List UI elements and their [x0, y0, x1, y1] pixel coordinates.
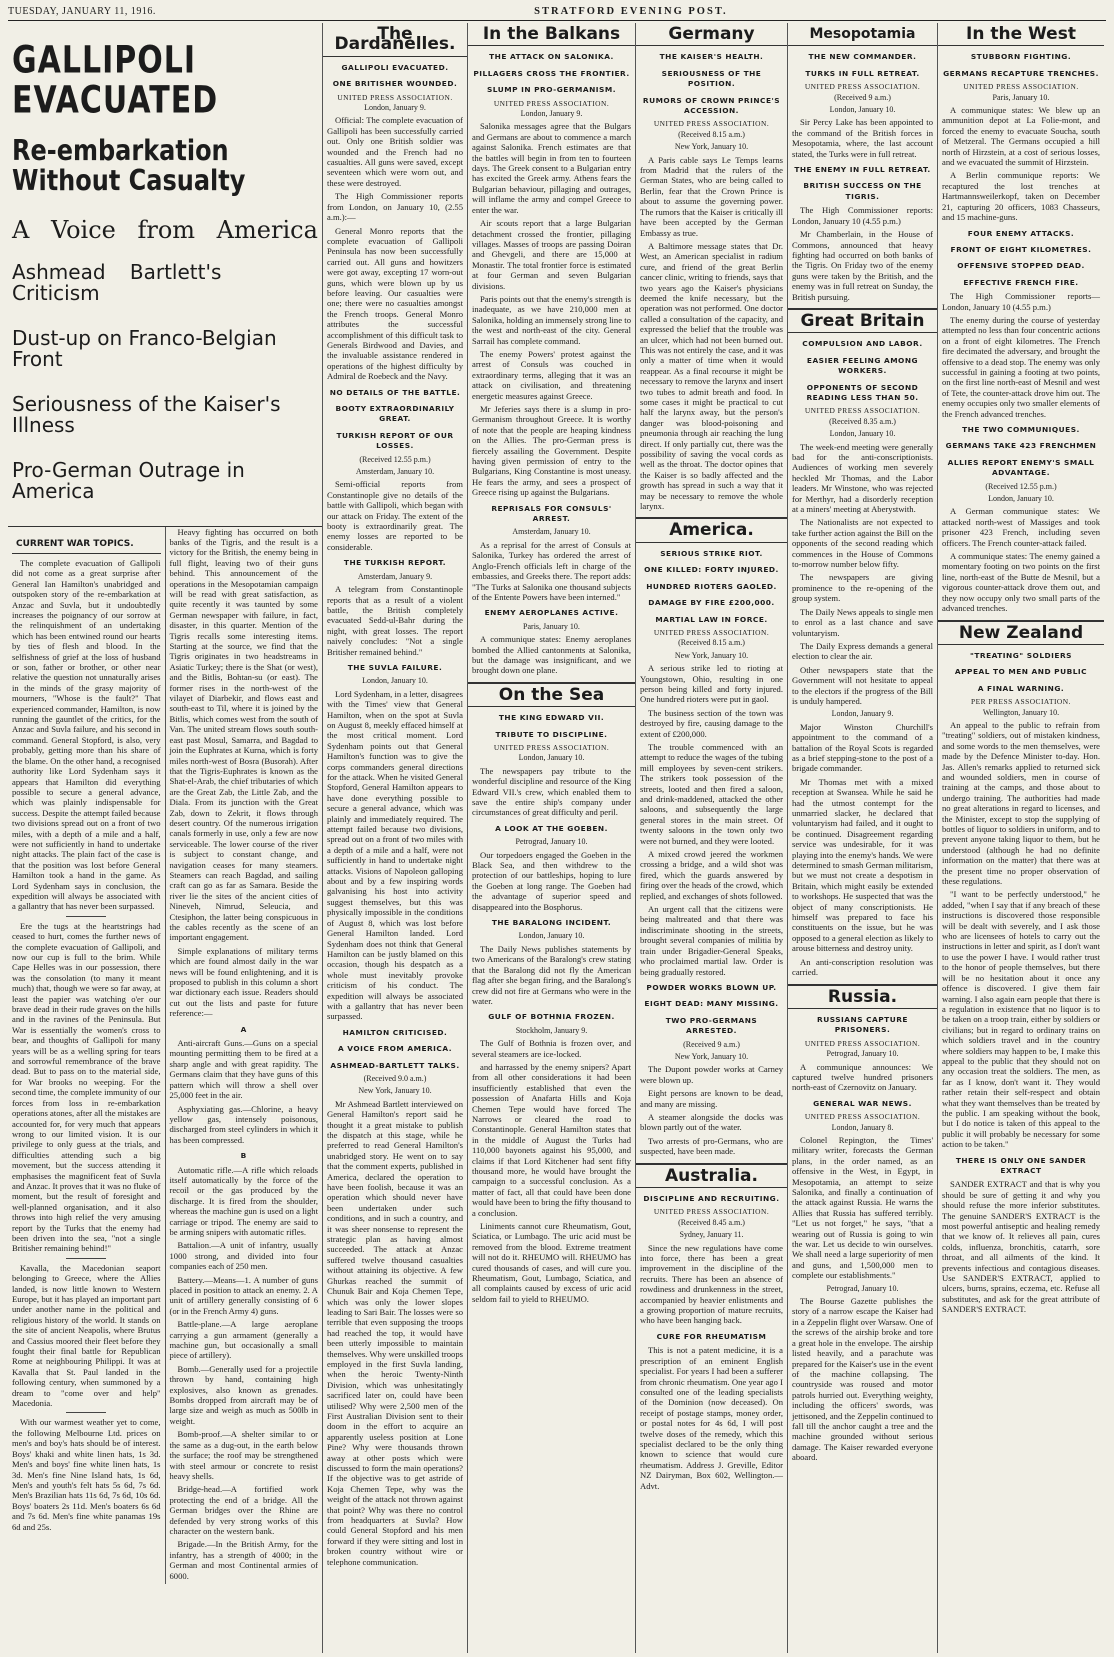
- dateline: Amsterdam, January 9.: [357, 571, 433, 581]
- dateline: Petrograd, January 10.: [826, 1283, 899, 1293]
- dateline: Stockholm, January 9.: [515, 1025, 588, 1035]
- sub-heading: REPRISALS FOR CONSULS' ARREST.: [491, 503, 612, 524]
- article-paragraph: Mr Ashmead Bartlett interviewed on General Hamilton's report said he thought it a great mistake to publish the dispatch at this stage, while he preferred to read General Hamilton's unabridged story. He went on to say that the comment experts, published in America, declared the operation to have been foolish, because it was an operation which should never have been undertaken under such conditions, and in such a country, and it was sheer nonsense to represent the strategic plan as having almost succeeded. The attack at Anzac suffered twelve thousand casualties without attaining its objective. A few Ghurkas reached the summit of Chunuk Bair and Koja Chemen Tepe, which was only the lower slopes leading to Sari Bair. The losses were so terrible that even supposing the troops had reached the top, it would have been utterly impossible to maintain themselves. Why were unskilled troops employed in the first Suvla landing, when the heroic Twenty-Ninth Division, which was unhesitatingly sacrificed later on, could have been utilised? Why were 2,500 men of the First Australian Division sent to their doom in the effort to acquire an apparently useless position at Lone Pine? Why were thousands thrown away at other posts which were discussed to form the main operations? If the objective was to get astride of Koja Chemen Tepe, why was the weight of the attack not thrown against that point? Why was there no control from headquarters at Suvla? How could General Stopford and his men forward if they were sitting and lost in broken country without wire or telephone communication.: [327, 1098, 463, 1567]
- sub-heading: APPEAL TO MEN AND PUBLIC: [954, 667, 1088, 677]
- article-paragraph: Bomb.—Generally used for a projectile thrown by hand, containing high explosives, also known as grenades. Bombs dropped from aircraft may be of large size and weigh as much as 500lb in weight.: [169, 1363, 318, 1426]
- germany-body: [640, 52, 783, 511]
- dateline: London, January 10.: [988, 494, 1054, 504]
- headline-kaiser: Seriousness of the Kaiser's Illness: [12, 391, 281, 437]
- dateline: London, January 9.: [831, 709, 894, 719]
- dateline: New York, January 10.: [674, 650, 749, 660]
- byline: UNITED PRESS ASSOCIATION.: [653, 119, 770, 129]
- article-paragraph: The Daily News appeals to single men to enrol as a last chance and save voluntaryism.: [792, 606, 933, 638]
- headline-franco-belgian: Dust-up on Franco-Belgian Front: [12, 325, 277, 371]
- article-paragraph: Two arrests of pro-Germans, who are suspected, have been made.: [640, 1135, 783, 1157]
- article-paragraph: SANDER EXTRACT and that is why you should be sure of getting it and why you should refuse the more inferior substitutes. The genuine SANDER'S EXTRACT is the most powerful antiseptic and healing remedy that we know of. It relieves all pain, cures colds, influenza, bronchitis, catarrh, sore throat, and all ailments of the kind. It prevents infectious and contagious diseases. Use SANDER'S EXTRACT, applied to ulcers, burns, sprains, eczema, etc. Refuse all substitutes, and ask for the great attribute of SANDER'S EXTRACT.: [942, 1179, 1100, 1315]
- dateline: Amsterdam, January 10.: [512, 527, 591, 537]
- dateline: London, January 10.: [829, 429, 896, 439]
- sub-heading: OFFENSIVE STOPPED DEAD.: [957, 261, 1085, 271]
- sub-heading: ASHMEAD-BARTLETT TALKS.: [330, 1060, 460, 1070]
- section-heading-nz: New Zealand: [938, 620, 1104, 645]
- article-paragraph: The Daily News publishes statements by two Americans of the Baralong's crew stating that the Baralong did not fly the American flag after she began firing, and the Baralong's crew did not fire at Germans who were in the water.: [472, 943, 631, 1006]
- dateline: Petrograd, January 10.: [826, 1049, 899, 1059]
- article-paragraph: A German communique states: We attacked north-west of Massiges and took prisoner 423 French, including seven officers. The French counter-attack failed.: [942, 506, 1100, 548]
- section-heading-america: America.: [636, 517, 787, 542]
- article-paragraph: The business section of the town was destroyed by fire, causing damage to the extent of £200,000.: [640, 707, 783, 739]
- article-paragraph: The enemy Powers' protest against the arrest of Consuls was couched in extraordinary terms, alleging that it was an attack on civilisation, and threatening energetic measures against Greece.: [472, 348, 631, 401]
- byline: UNITED PRESS ASSOCIATION.: [493, 98, 610, 108]
- dateline: Sydney, January 11.: [679, 1230, 744, 1240]
- russia-body: [792, 1015, 933, 1463]
- byline: UNITED PRESS ASSOCIATION.: [653, 1207, 770, 1217]
- article-paragraph: Simple explanations of military terms which are found almost daily in the war news will be found enlightening, and it is proposed to publish in this column a short war dictionary each issue. Readers should cut out the lists and paste for future reference:—: [169, 945, 318, 1019]
- article-paragraph: "I want to be perfectly understood," he added, "when I say that if any breach of these instructions is discovered those responsible will be dealt with severely, and I ask those who are licensees of hotels to carry out the instructions in letter and spirit, as I don't want to use the power I have. I would rather trust to the honor of people themselves, but there will be no hesitation about it once any offence is discovered. I give them fair warning. I also again earn people that there is a regulation in existence that no liquor is to be taken on a troop train, either by soldiers or civilians; but in regard to ordinary trains on which soldiers travel and in the country where soldiers may happen to be, I make this appeal to the public that they should not on any occasion treat the soldiers. The men, as far as I know, don't want it. They would rather retain their self-respect and obtain what they want themselves than be treated by the public. I am speaking without the book, but I do notice is taken of this appeal to the public it will probably be necessary for some action to be taken.": [942, 889, 1100, 1150]
- headline-secondary: Re-embarkation Without Casualty: [12, 133, 246, 198]
- war-topics-right: [166, 527, 323, 1584]
- britain-body: [792, 339, 933, 977]
- sub-heading: THE ENEMY IN FULL RETREAT.: [794, 165, 931, 175]
- sub-heading: A LOOK AT THE GOEBEN.: [495, 823, 608, 833]
- article-paragraph: A communique announces: We captured twelve hundred prisoners north-east of Czernovitz on January.: [792, 1061, 933, 1093]
- article-paragraph: Since the new regulations have come into force, there has been a great improvement in the discipline of the recruits. There has been an absence of rowdiness and drunkenness in the street, accompanied by heavier enlistments and a growing proportion of mature recruits, who have been hanging back.: [640, 1242, 783, 1326]
- dateline: (Received 9 a.m.): [683, 1039, 740, 1049]
- nz-body: [942, 651, 1100, 1315]
- article-paragraph: A mixed crowd jeered the workmen crossing a bridge, and a wild shot was fired, which the guards answered by firing over the heads of the crowd, which replied, and exchanges of shots followed.: [640, 849, 783, 901]
- article-paragraph: Battle-plane.—A large aeroplane carrying a gun armament (generally a machine gun, but occasionally a small piece of artillery).: [169, 1319, 318, 1361]
- sub-heading: TURKISH REPORT OF OUR LOSSES.: [336, 430, 454, 451]
- article-paragraph: The Daily Express demands a general election to clear the air.: [792, 640, 933, 662]
- article-paragraph: General Monro reports that the complete evacuation of Gallipoli Peninsula has now been successfully carried out. All guns and howitzers were got away, excepting 17 worn-out guns, which were blown up by us before leaving. Our casualties were one; there were no casualties amongst the French troops. General Monro attributes the successful accomplishment of this difficult task to Generals Birdwood and Davies, and the invaluable assistance rendered in operations of the highest difficulty by Admiral de Roebeck and the Navy.: [327, 225, 463, 382]
- headline-main: GALLIPOLI EVACUATED: [12, 38, 219, 122]
- article-paragraph: Anti-aircraft Guns.—Guns on a special mounting permitting them to be fired at a sharp angle and with great rapidity. The Germans claim that they have guns of this pattern which will throw a shell over 25,000 feet in the air.: [169, 1038, 318, 1101]
- section-heading: In the West: [938, 23, 1104, 46]
- sub-heading: STUBBORN FIGHTING.: [970, 52, 1072, 62]
- sub-heading: THE TURKISH REPORT.: [343, 558, 447, 568]
- article-paragraph: A communique states: Enemy aeroplanes bombed the Allied cantonments at Salonika, but the damage was insignificant, and we brought down one plane.: [472, 634, 631, 676]
- balkans-body: [472, 52, 631, 675]
- column-mesopotamia: [788, 23, 938, 1653]
- article-paragraph: The week-end meeting were generally bad for the anti-conscriptionists. Audiences of working men severely heckled Mr Thomas, and the Labor leaders. Mr Winstone, who was rejected for Merthyr, had a disorderly reception at a miners' meeting at Aberystwith.: [792, 441, 933, 515]
- dateline: London, January 10.: [829, 105, 896, 115]
- article-paragraph: The newspapers are giving prominence to the re-opening of the group system.: [792, 572, 933, 604]
- sub-heading: CURE FOR RHEUMATISM: [656, 1331, 767, 1341]
- sub-heading: OPPONENTS OF SECOND READING LESS THAN 50.: [806, 382, 919, 402]
- sub-heading: GERMANS RECAPTURE TRENCHES.: [943, 68, 1099, 78]
- byline: UNITED PRESS ASSOCIATION.: [653, 627, 770, 637]
- article-paragraph: Major Winston Churchill's appointment to the command of a battalion of the Royal Scots is regarded as a brief stepping-stone to the post of a brigade commander.: [792, 721, 933, 774]
- sub-heading: DISCIPLINE AND RECRUITING.: [643, 1194, 780, 1203]
- section-heading: The Dardanelles.: [323, 23, 467, 57]
- article-paragraph: The High Commissioner reports— London, January 10 (4.55 p.m.): [942, 291, 1100, 312]
- dateline: Paris, January 10.: [523, 621, 580, 631]
- article-paragraph: Battery.—Means—1. A number of guns placed in position to attack an enemy. 2. A unit of artillery generally consisting of 6 (or in the French Army 4) guns.: [169, 1274, 318, 1316]
- war-topics-left-body: [12, 558, 161, 1532]
- sub-heading: BOOTY EXTRAORDINARILY GREAT.: [335, 404, 455, 424]
- article-paragraph: Sir Percy Lake has been appointed to the command of the British forces in Mesopotamia, where, the last account stated, the Turks were in full retreat.: [792, 117, 933, 159]
- article-paragraph: Paris points out that the enemy's strength is inadequate, as we have 210,000 men at Salonika, holding an immensely strong line to the west and north-east of the city. General Sarrail has complete command.: [472, 293, 631, 346]
- article-paragraph: Bomb-proof.—A shelter similar to or the same as a dug-out, in the earth below the surface; the roof may be strengthened with steel armour or concrete to resist heavy shells.: [169, 1429, 318, 1481]
- article-paragraph: Salonika messages agree that the Bulgars and Germans are about to commence a march against Salonika. French estimates are that the battles will begin in from ten to fourteen days. The Greek consent to a Bulgarian entry has excited the Greek army. Athens fears the Bulgarian behaviour, pillaging and outrages, will inflame the army and compel Greece to enter the war.: [472, 121, 631, 215]
- sub-heading: GULF OF BOTHNIA FROZEN.: [488, 1012, 615, 1022]
- article-paragraph: A steamer alongside the docks was blown partly out of the water.: [640, 1111, 783, 1133]
- section-heading: In the Balkans: [468, 23, 635, 46]
- byline: UNITED PRESS ASSOCIATION.: [804, 1038, 921, 1048]
- article-paragraph: Automatic rifle.—A rifle which reloads itself automatically by the force of the recoil or the gas produced by the discharge. It is fired from the shoulder, whereas the machine gun is used on a light carriage or tripod. The enemy are said to be arming snipers with automatic rifles.: [169, 1164, 318, 1237]
- sub-heading: GALLIPOLI EVACUATED.: [341, 62, 449, 72]
- glossary-letter: B: [240, 1151, 247, 1161]
- article-paragraph: The High Commissioner reports: London, January 10 (4.55 p.m.): [792, 205, 933, 226]
- sub-heading: THE SUVLA FAILURE.: [347, 662, 443, 672]
- sub-heading: ALLIES REPORT ENEMY'S SMALL ADVANTAGE.: [947, 457, 1095, 478]
- article-paragraph: The enemy during the course of yesterday attempted no less than four concentric actions on a front of eight kilometres. The French fire decimated the adversary, and brought the offensive to a dead stop. The enemy was only successful in gaining a footing at two points, on the first line north-east of Mesnil and west of Tete, the counter-attack drove him out. The enemy occupies only two smaller elements of the French advanced trenches.: [942, 314, 1100, 419]
- article-paragraph: The Nationalists are not expected to take further action against the Bill on the opponents of the second reading which commences in the House of Commons to-morrow number below fifty.: [792, 517, 933, 570]
- article-paragraph: The High Commissioner reports from London, on January 10, (2.55 a.m.):—: [327, 191, 463, 223]
- glossary-letter: A: [240, 1024, 247, 1034]
- divider: [66, 916, 106, 917]
- article-paragraph: With our warmest weather yet to come, the following Melbourne Ltd. prices on men's and boy's hats should be of interest. Boys' khaki and white linen hats, 1s 3d. Men's and boys' fine white linen hats, 1s 3d. Men's fine Nine Island hats, 1s 6d, Men's and youth's felt hats 5s 6d, 7s 6d. Men's Brazilian hats 11s 6d, 7s 6d, 10s 6d. Boys' boaters 2s 11d. Men's boaters 6s 6d and 7s 6d. Men's fine white panamas 19s 6d and 25s.: [12, 1417, 161, 1532]
- article-paragraph: and harrassed by the enemy snipers? Apart from all other considerations it had been insufficiently established that even the possession of Anafarta Hills and Koja Chemen Tepe would have forced The Narrows or cleared the road to Constantinople. General Hamilton states that in the middle of August the Turks had 110,000 bayonets against his 95,000, and claims if that Lord Kitchener had sent fifty thousand more, he would have brought the campaign to a successful conclusion. As a matter of fact, all that could have been done would have been to bring the fifty thousand to a conclusion.: [472, 1061, 631, 1218]
- dateline: (Received 8.15 a.m.): [678, 129, 745, 139]
- dateline: (Received 8.15 a.m.): [678, 638, 745, 648]
- sub-heading: DAMAGE BY FIRE £200,000.: [648, 598, 775, 608]
- sub-heading: TRIBUTE TO DISCIPLINE.: [495, 729, 608, 739]
- sub-heading: SERIOUS STRIKE RIOT.: [660, 548, 763, 558]
- australia-body: [640, 1194, 783, 1491]
- dateline: Wellington, January 10.: [982, 707, 1060, 717]
- dateline: (Received 12.55 p.m.): [985, 481, 1057, 491]
- dateline: Petrograd, January 10.: [515, 837, 588, 847]
- article-paragraph: An urgent call that the citizens were being maltreated and that there was indiscriminate shooting in the streets, brought several companies of militia by train under Brigadier-General Speaks, who proclaimed martial law. Order is being gradually restored.: [640, 904, 783, 977]
- section-heading: Mesopotamia: [788, 23, 937, 46]
- dateline: (Received 12.55 p.m.): [359, 454, 431, 464]
- sub-heading: THE TWO COMMUNIQUES.: [962, 425, 1080, 434]
- article-paragraph: Mr Chamberlain, in the House of Commons, announced that heavy fighting had occurred on both banks of the Tigris. On Friday two of the enemy guns were taken by the British, and the enemy was in full retreat on Sunday, the British pursuing.: [792, 229, 933, 302]
- dateline: London, January 10.: [518, 931, 585, 941]
- sea-body: [472, 713, 631, 1304]
- section-heading: CURRENT WAR TOPICS.: [12, 531, 161, 554]
- sub-heading: FRONT OF EIGHT KILOMETRES.: [950, 244, 1092, 254]
- sub-heading: THE NEW COMMANDER.: [808, 52, 917, 62]
- war-topics-left: [8, 527, 166, 1584]
- sub-heading: BRITISH SUCCESS ON THE TIGRIS.: [803, 181, 922, 201]
- dateline: New York, January 10.: [674, 1051, 749, 1061]
- sub-heading: TWO PRO-GERMANS ARRESTED.: [665, 1015, 758, 1036]
- article-paragraph: Asphyxiating gas.—Chlorine, a heavy yellow gas, intensely poisonous, discharged from steel cylinders in which it has been compressed.: [169, 1103, 318, 1145]
- issue-date: TUESDAY, JANUARY 11, 1916.: [8, 5, 156, 17]
- sub-heading: ENEMY AEROPLANES ACTIVE.: [484, 608, 619, 618]
- article-paragraph: The Bourse Gazette publishes the story of a narrow escape the Kaiser had in a Zeppelin flight over Warsaw. One of the screws of the airship broke and tore a great hole in the envelope. The airship listed heavily, and a parachute was prepared for the Kaiser's use in the event of the machine collapsing. The countryside was roused and motor patrols hurried out. Everything weighty, including the officers' swords, was jettisoned, and the Zeppelin continued to fall till the anchor caught a tree and the machine grounded without serious damage. The Kaiser rewarded everyone aboard.: [792, 1296, 933, 1463]
- headline-outrage: Pro-German Outrage in America: [12, 457, 245, 503]
- west-body: [942, 52, 1100, 613]
- sub-heading: THE KAISER'S HEALTH.: [659, 52, 764, 62]
- article-paragraph: Liniments cannot cure Rheumatism, Gout, Sciatica, or Lumbago. The uric acid must be removed from the blood. Extreme treatment will not do it. RHEUMO will. RHEUMO has cured thousands of cases, and will cure you. Rheumatism, Gout, Lumbago, Sciatica, and all complaints caused by excess of uric acid seldom fail to yield to RHEUMO.: [472, 1221, 631, 1304]
- article-paragraph: Our torpedoers engaged the Goeben in the Black Sea, and then withdrew to the protection of our battleships, hoping to lure the Goeben at long range. The Goeben had the advantage of superior speed and disappeared into the Bosphorus.: [472, 849, 631, 912]
- sub-heading: RUMORS OF CROWN PRINCE'S ACCESSION.: [642, 95, 781, 116]
- sub-heading: GERMANS TAKE 423 FRENCHMEN: [945, 441, 1097, 451]
- article-paragraph: Semi-official reports from Constantinople give no details of the battle with Gallipoli, which began with our attack on Friday. The extent of the booty is extraordinarily great. The enemy losses are reported to be considerable.: [327, 479, 463, 552]
- section-heading-australia: Australia.: [636, 1163, 787, 1188]
- dateline: London, January 9.: [520, 109, 583, 119]
- article-paragraph: A Baltimore message states that Dr. West, an American specialist in radium cure, and friend of the great Berlin cancer clinic, writing to friends, says that two years ago the Kaiser's physicians deemed the knife necessary, but the operation was not performed. One doctor called a consultation of the capacity, and expressed the belief that the trouble was an ulcer, which had not been burned out. This was not entirely the case, and it was only a matter of time when it would reappear. As a final recourse it might be necessary to remove the larynx and insert two tubes to admit breath and food. In some cases it might be practical to cut half the larynx away, but the person's danger was blood-poisoning and pneumonia through air reaching the lung direct. If only partially cut, there was the possibility of saving the vocal cords as well as the throat. The doctor opines that the Kaiser is so badly affected and the growth has spread in such a way that it may be necessary to remove the whole larynx.: [640, 240, 783, 512]
- section-heading-russia: Russia.: [788, 984, 937, 1009]
- headline-stack: [8, 23, 322, 527]
- byline: UNITED PRESS ASSOCIATION.: [493, 742, 610, 752]
- current-war-topics: [8, 527, 322, 1584]
- sub-heading: A FINAL WARNING.: [977, 683, 1065, 693]
- sub-heading: EIGHT DEAD: MANY MISSING.: [644, 999, 779, 1009]
- article-paragraph: Other newspapers state that the Government will not hesitate to appeal to the electors if the progress of the Bill is unduly hampered.: [792, 664, 933, 706]
- dateline: Amsterdam, January 10.: [355, 467, 435, 477]
- dateline: (Received 8.45 a.m.): [678, 1217, 745, 1227]
- article-paragraph: Bridge-head.—A fortified work protecting the end of a bridge. All the German bridges over the Rhine are defended by very strong works of this character on the western bank.: [169, 1484, 318, 1536]
- sub-heading: FOUR ENEMY ATTACKS.: [967, 228, 1075, 238]
- article-paragraph: A Paris cable says Le Temps learns from Madrid that the rulers of the German States, who are being called to Berlin, fear that the Crown Prince is about to assume the governing power. The rumors that the Kaiser is critically ill have been accepted by the German Embassy as true.: [640, 154, 783, 238]
- dateline: (Received 9.0 a.m.): [363, 1073, 427, 1083]
- dateline: (Received 8.35 a.m.): [829, 416, 896, 426]
- columns: [8, 23, 1106, 1653]
- section-heading-sea: On the Sea: [468, 682, 635, 707]
- dateline: London, January 9.: [364, 103, 426, 113]
- article-paragraph: An appeal to the public to refrain from "treating" soldiers, out of mistaken kindness, and some words to the men themselves, were made by the Defence Minister to-day. Hon. Jas. Allen's remarks applied to returned sick and wounded soldiers, men in course of training at the camps, and those about to undergo training. The authorities had made no great alterations in regard to licenses, and the Minister, except to stop the supplying of bottles of liquor to soldiers in uniform, and to prevent anyone taking liquor to them, but he understood (although he had no definite information on the matter) that there was at the present time no proper observation of these regulations.: [942, 719, 1100, 887]
- article-paragraph: Colonel Repington, the Times' military writer, forecasts the German plans, in the order named, as an offensive in the West, in Egypt, in Mesopotamia, an attempt to seize Salonika, and finally a continuation of the attack against Russia. He warns the Allies that Russia has suffered terribly. "Let us not forget," he says, "that a wearing out of Russia is going to win the war. Let us decide to win ourselves. We shall need a large superiority of men and guns, and 1,500,000 men to complete our establishments.": [792, 1134, 933, 1281]
- section-heading-britain: Great Britain: [788, 308, 937, 333]
- byline: UNITED PRESS ASSOCIATION.: [337, 92, 453, 102]
- article-paragraph: As a reprisal for the arrest of Consuls at Salonika, Turkey has ordered the arrest of Anglo-French officials left in charge of the embassies, and Greeks there. The report adds: "The Turks at Salonika one thousand subjects of the Entente Powers have been interned.": [472, 539, 631, 602]
- article-paragraph: Air scouts report that a large Bulgarian detachment crossed the frontier, pillaging villages. Masses of troops are passing Doiran and Ghevgeli, and there are 15,000 at Monastir. The total frontier force is estimated at four German and seven Bulgarian divisions.: [472, 218, 631, 291]
- sub-heading: TURKS IN FULL RETREAT.: [805, 68, 920, 78]
- dateline: (Received 9 a.m.): [834, 92, 891, 102]
- sub-heading: A VOICE FROM AMERICA.: [337, 1044, 453, 1054]
- article-paragraph: This is not a patent medicine, it is a prescription of an eminent English specialist. For years I had been a sufferer from chronic rheumatism. One year ago I consulted one of the leading specialists of the Dominion (now deceased). On receipt of postage stamps, money order, or postal notes for 4s 6d, I will post twelve doses of the remedy, which this specialist declared to be the only thing known to science that would cure rheumatism. Address J. Greville, Editor NZ Dairyman, Box 602, Wellington.—Advt.: [640, 1345, 783, 1491]
- dateline: London, January 10.: [362, 676, 428, 686]
- sub-heading: MARTIAL LAW IN FORCE.: [655, 614, 768, 624]
- masthead: [8, 4, 1106, 21]
- divider: [66, 1412, 106, 1413]
- dateline: New York, January 10.: [358, 1086, 432, 1096]
- war-topics-right-body: [170, 527, 319, 1581]
- sub-heading: POWDER WORKS BLOWN UP.: [646, 982, 777, 992]
- column-headlines: [8, 23, 323, 1653]
- article-paragraph: A serious strike led to rioting at Youngstown, Ohio, resulting in one person being killed and forty injured. One hundred rioters were put in gaol.: [640, 663, 783, 705]
- sub-heading: PILLAGERS CROSS THE FRONTIER.: [473, 68, 630, 78]
- headline-bartlett: Ashmead Bartlett's Criticism: [12, 259, 222, 305]
- dateline: London, January 10.: [518, 753, 585, 763]
- headline-america: A Voice from America: [12, 216, 318, 245]
- sub-heading: THERE IS ONLY ONE SANDER EXTRACT: [955, 1155, 1087, 1175]
- sub-heading: ONE BRITISHER WOUNDED.: [332, 79, 458, 89]
- article-paragraph: The newspapers pay tribute to the wonderful discipline and resource of the King Edward VII.'s crew, which enabled them to save the entire ship's company under circumstances of great difficulty and peril.: [472, 765, 631, 818]
- sub-heading: THE ATTACK ON SALONIKA.: [489, 52, 614, 62]
- divider: [66, 1258, 106, 1259]
- sub-heading: SERIOUSNESS OF THE POSITION.: [661, 68, 762, 89]
- sub-heading: RUSSIANS CAPTURE PRISONERS.: [817, 1014, 908, 1035]
- column-balkans: [468, 23, 636, 1653]
- article-paragraph: Kavalla, the Macedonian seaport belonging to Greece, where the Allies landed, is now little known to Western Europe, but it has played an important part under another name in the political and religious history of the world. It stands on the site of ancient Neapolis, where Brutus and Cassius moored their fleet before they fought their final battle for Republican Rome at neighbouring Philippi. It was at Kavalla that St. Paul landed in the following century, when summoned by a dream to "come over and help" Macedonia.: [12, 1262, 161, 1409]
- column-dardanelles: [323, 23, 468, 1653]
- article-paragraph: A communique states: We blew up an ammunition depot at La Folie-mont, and forced the enemy to evacuate Soucha, south of Metzeral. The Germans occupied a hill north of Hirzstein, at a cost of serious losses, and we evacuated the summit of Hirzstein.: [942, 105, 1100, 168]
- dateline: New York, January 10.: [674, 142, 749, 152]
- article-paragraph: A telegram from Constantinople reports that as a result of a violent battle, the British completely evacuated Sedd-ul-Bahr during the night, with great losses. The report naively concludes: "Not a single Britisher remained behind.": [327, 584, 463, 657]
- article-paragraph: Mr Thomas met with a mixed reception at Swansea. While he said he had the utmost contempt for the unmarried slacker, he declared that voluntaryism had failed, and it ought to be continued. Disagreement regarding service was undesirable, for it was playing into the enemy's hands. We were determined to smash German militarism, but we must not create a despotism in Britain, which might easily be extended to workshops. He suspected that was the object of many conscriptionists. He himself was prepared to face his constituents on the issue, but he was opposed to a general election as likely to arouse bitterness and destroy unity.: [792, 776, 933, 954]
- byline: UNITED PRESS ASSOCIATION.: [804, 406, 921, 416]
- article-paragraph: The Gulf of Bothnia is frozen over, and several steamers are ice-locked.: [472, 1038, 631, 1059]
- sub-heading: COMPULSION AND LABOR.: [802, 339, 923, 349]
- sub-heading: THE KING EDWARD VII.: [498, 713, 605, 723]
- article-paragraph: The Dupont powder works at Carney were blown up.: [640, 1064, 783, 1085]
- byline: PER PRESS ASSOCIATION.: [971, 697, 1071, 707]
- article-paragraph: Official: The complete evacuation of Gallipoli has been successfully carried out. Only one British soldier was wounded and the French had no casualties. All guns were saved, except seventeen which were worn out, and these were destroyed.: [327, 115, 463, 188]
- sub-heading: EASIER FEELING AMONG WORKERS.: [806, 355, 919, 376]
- sub-heading: "TREATING" SOLDIERS: [969, 650, 1072, 660]
- sub-heading: ONE KILLED: FORTY INJURED.: [644, 565, 779, 575]
- byline: UNITED PRESS ASSOCIATION.: [804, 82, 921, 92]
- article-paragraph: A Berlin communique reports: We recaptured the lost trenches at Hartmannsweilerkopf, taken on December 21, capturing 20 officers, 1083 Chasseurs, and 15 machine-guns.: [942, 170, 1100, 223]
- paper-title: STRATFORD EVENING POST.: [534, 5, 728, 17]
- article-paragraph: Heavy fighting has occurred on both banks of the Tigris, and the result is a victory for the British, the enemy being in full flight, leaving two of their guns behind. This announcement of the operations in the Mesopotamian campaign will be read with great satisfaction, as quite recently it was taunted by some German newspaper with failure, in fact, disaster, in this quarter. Mention of the Tigris recalls some interesting items. Starting at the source, we find that the Tigris originates in two headstreams in Asiatic Turkey; there is the Shat (or west), and the Bitlis, Bohtan-su (or east). The former rises in the north-west of the vilayet of Diarbekir, and flows east and south-east to Til, where it is joined by the Bitlis, which comes west from the south of Van. The united stream flows south south-east past Mosul, Samarra, and Bagdad to join the Euphrates at Kurna, which is forty miles north-west of Bosra (Busorah). After that the Tigris-Euphrates is known as the Shat-el-Arab, the chief tributaries of which are the Great Zab, the Little Zab, and the Diala. From its junction with the Great Zab, down to Zekrit, it flows through desert country. Of the numerous irrigation canals formerly in use, only a few are now serviceable. The lower course of the river is subject to constant change, and navigation ceases for many steamers. Steamers can reach Bagdad, and sailing craft can go as far as Samara. Beside the river lie the sites of the ancient cities of Nineveh, Nimrud, Seleucia, and Ctesiphon, the latter being conspicuous in the cables recently as the scene of an important engagement.: [169, 526, 318, 943]
- article-paragraph: Ere the tugs at the heartstrings had ceased to hurt, comes the further news of the complete evacuation of Gallipoli, and now our cup is full to the brim. While Cape Helles was in our possession, there was the consolation (to many it meant much) that, though we were so far away, at least the papier was watching o'er our brave dead in their rude graves on the hills and in the ravines of the Peninsula. But War is essentially the women's cross to bear, and thoughts of Gallipoli for many years will be as a welling spring for tears and sorrowful remembrance of the brave dead. But to pass on to the material side, for War brooks no weeping. For the second time, the complete immunity of our forces from loss in re-embarkation operations atones, after all the mistakes are accounted for, for very much that appears wrong to our limited vision. It is our privilege to only guess at the trials, and difficulties attending such a big movement, but the success attending it emphasises the magnificent feat of Suvla and Anzac. It proves that it was no fluke of moment, but the result of foresight and well-planned organisation, and it also throws into high relief the very amusing report by the Turks that the enemy had been driven into the sea, "not a single Britisher remaining behind!": [12, 920, 161, 1254]
- dardanelles-body: [327, 63, 463, 1567]
- sub-heading: SLUMP IN PRO-GERMANISM.: [486, 85, 617, 95]
- byline: UNITED PRESS ASSOCIATION.: [963, 82, 1079, 92]
- article-paragraph: The complete evacuation of Gallipoli did not come as a great surprise after General Ian Hamilton's unabridged and outspoken story of the re-embarkation at Anzac and Suvla, but it undoubtedly increases the poignancy of our sorrow at the relinquishment of an undertaking which has been entwined round our hearts by ties of flesh and blood. In the selfishness of grief at the loss of husband or son, father or brother, or other near relative the question not unnaturally arises in the minds of the grasy majority of mourners, "Whose is the fault?" That experienced commander, Hamilton, is now running the gauntlet of the critics, for the Anzac and Suvla failure, and his second in command. General Stopford, is also, very probably, getting more than his share of the blame. On the other hand, a recognised authority like Lord Sydenham says it appears that Hamilton did everything possible to secure a general advance, which was plainly indispensable for success. Despite the attempt failed because two divisions spread out on a front of two miles, with a depth of a mile and a half, were not sufficiently in hand to undertake night attacks. The plain fact of the case is that the position was lost before General Hamilton took a hand in the game. As Lord Sydenham says in conclusion, the expedition will always be associated with a gallantry that has never been surpassed.: [12, 557, 161, 912]
- article-paragraph: A communique states: The enemy gained a momentary footing on two points on the first line, north-east of the Butte de Mesnil, but a vigorous counter-attack drove them out, and they now occupy only two small parts of the advanced trenches.: [942, 551, 1100, 614]
- article-paragraph: The trouble commenced with an attempt to reduce the wages of the tubing mill employees by seven-cent strikers. The strikers took possession of the streets, looted and then fired a saloon, and drink-maddened, attacked the other saloons, and subsequently the large general stores in the main street. Of twenty saloons in the town only two were not burned, and they were looted.: [640, 741, 783, 846]
- article-paragraph: Mr Jeferies says there is a slump in pro-Germanism throughout Greece. It is worthy of note that the people are heaping kindness on the Allies. The pro-German press is fiercely assailing the Government. Despite having given permission of entry to the Bulgarians, King Constantine is most uneasy. He fears the army, and sees a prospect of Greece rising up against the Bulgarians.: [472, 404, 631, 498]
- article-paragraph: Lord Sydenham, in a letter, disagrees with the Times' view that General Hamilton, when on the spot at Suvla on August 8, meekly effaced himself at the most critical moment. Lord Sydenham points out that General Hamilton's function was to give the corps commanders general directions for the attack. When he visited General Stopford, General Hamilton appears to have done everything possible to secure a general advance, which was plainly and immediately required. The attempt failed because two divisions, spread out on a front of two miles with a depth of a mile and a half, were not sufficiently in hand to undertake night attacks. Visions of Napoleon galloping about and by a few inspiring words galvanising his host into activity suggest themselves, but this was physically impossible in the conditions of August 8, which was lost before General Hamilton landed. Lord Sydenham does not think that General Hamilton can be justly blamed on this occasion, though his despatch as a whole must inevitably provoke criticism of his conduct. The expedition will always be associated with a gallantry that has never been surpassed.: [327, 688, 463, 1022]
- section-heading: Germany: [636, 23, 787, 46]
- article-paragraph: Brigade.—In the British Army, for the infantry, has a strength of 4000; in the German and most Continental armies of 6000.: [169, 1539, 318, 1581]
- sub-heading: HAMILTON CRITICISED.: [342, 1027, 448, 1037]
- dateline: Paris, January 10.: [992, 92, 1050, 102]
- article-paragraph: Battalion.—A unit of infantry, usually 1000 strong, and divided into four companies each of 250 men.: [169, 1240, 318, 1272]
- dateline: London, January 8.: [831, 1122, 894, 1132]
- byline: UNITED PRESS ASSOCIATION.: [804, 1112, 921, 1122]
- article-paragraph: Eight persons are known to be dead, and many are missing.: [640, 1088, 783, 1109]
- sub-heading: EFFECTIVE FRENCH FIRE.: [963, 277, 1079, 287]
- column-west: [938, 23, 1104, 1653]
- column-germany: [636, 23, 788, 1653]
- sub-heading: HUNDRED RIOTERS GAOLED.: [646, 581, 777, 591]
- article-paragraph: An anti-conscription resolution was carried.: [792, 956, 933, 978]
- mesopotamia-body: [792, 52, 933, 302]
- america-body: [640, 549, 783, 1157]
- sub-heading: THE BARALONG INCIDENT.: [491, 918, 612, 928]
- sub-heading: NO DETAILS OF THE BATTLE.: [329, 387, 461, 397]
- sub-heading: GENERAL WAR NEWS.: [813, 1098, 912, 1108]
